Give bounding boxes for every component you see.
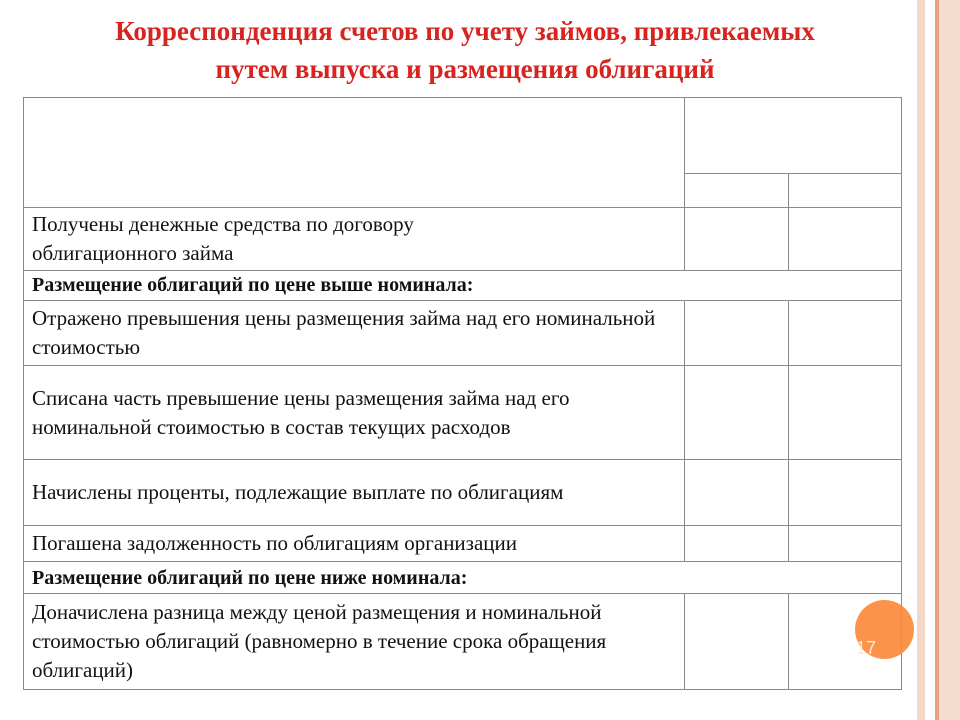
section-heading: Размещение облигаций по цене ниже номинала: [24,562,902,594]
table-row [24,208,902,271]
credit-cell [789,208,902,271]
debit-cell [685,460,789,526]
operation-cell [24,526,685,562]
border-stripe [939,0,960,720]
credit-cell [789,366,902,460]
slide-title-line-1: Корреспонденция счетов по учету займов, привлекаемых [115,16,815,46]
table-row [24,594,902,690]
section-heading: Размещение облигаций по цене выше номинала: [24,271,902,301]
credit-cell [789,526,902,562]
debit-cell [685,526,789,562]
operation-text: Погашена задолженность по облигациям организации [32,531,517,555]
slide-number-badge [855,600,914,659]
table-row [24,301,902,366]
credit-cell [789,301,902,366]
operation-cell [24,460,685,526]
operation-cell [24,208,685,271]
operation-header-cell [24,98,685,208]
credit-cell [789,460,902,526]
table-row [24,460,902,526]
operation-text: Получены денежные средства по договору облигационного займа [32,212,414,265]
debit-cell [685,208,789,271]
table-row [24,526,902,562]
operation-cell [24,594,685,690]
accounts-header-cell [685,98,902,174]
operation-text: Отражено превышения цены размещения займа над его номинальной стоимостью [32,306,656,359]
header-row [24,98,902,174]
operation-cell [24,301,685,366]
table-row [24,366,902,460]
debit-cell [685,594,789,690]
border-stripe [925,0,935,720]
section-row [24,271,902,301]
operation-text: Начислены проценты, подлежащие выплате по облигациям [32,480,564,504]
border-stripe [917,0,925,720]
operation-text: Доначислена разница между ценой размещения и номинальной стоимостью облигаций (равномерно в течение срока обращения облигаций) [32,600,607,682]
credit-header-cell [789,174,902,208]
debit-cell [685,301,789,366]
debit-cell [685,366,789,460]
slide-title [20,12,910,88]
slide-title-line-2: путем выпуска и размещения облигаций [215,54,715,84]
section-row [24,562,902,594]
slide-number: 17 [856,638,877,658]
correspondence-table [23,97,902,690]
operation-cell [24,366,685,460]
operation-text: Списана часть превышение цены размещения займа над его номинальной стоимостью в состав текущих расходов [32,385,570,439]
debit-header-cell [685,174,789,208]
